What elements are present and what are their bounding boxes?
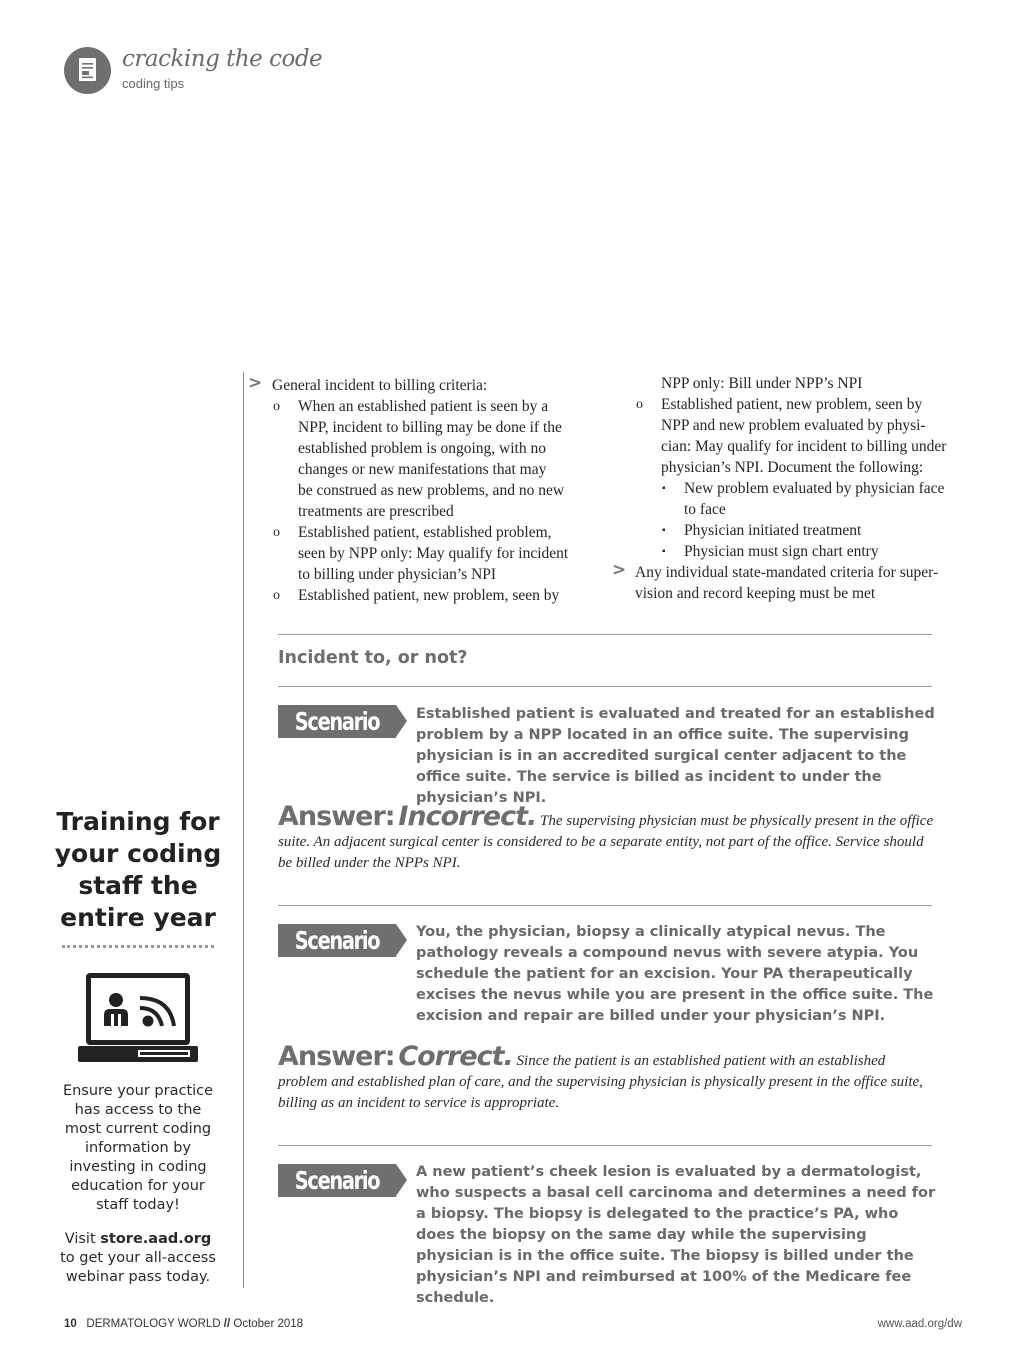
bullet-line: Any individual state-mandated criteria for super- xyxy=(635,564,939,581)
square-bullet-item xyxy=(612,478,962,520)
scenario-2-text: You, the physician, biopsy a clinically atypical nevus. The pathology reveals a compound nevus with severe atypia. You schedule the patient for an excision. Your PA therapeutically excises the nevus while you are present in the office suite. The excision and repair are billed under your physician’s NPI. xyxy=(416,924,934,1024)
square-bullet: ▪ xyxy=(662,483,666,494)
circle-bullet: o xyxy=(273,399,280,414)
section-title: cracking the code xyxy=(122,46,323,72)
scenario-label: Scenario 2 xyxy=(294,926,380,988)
sub-bullet-item xyxy=(612,394,962,478)
footer-url[interactable]: www.aad.org/dw xyxy=(877,1318,962,1330)
bullet-line: Established patient, established problem, xyxy=(298,524,552,541)
visit-prefix: Visit xyxy=(64,1231,96,1247)
bullet-line: Established patient, new problem, seen by xyxy=(661,396,923,413)
scenario-2-answer xyxy=(278,1041,938,1114)
bullet-line: New problem evaluated by physician face xyxy=(684,480,945,497)
sub-bullet-item xyxy=(248,585,598,606)
issue-date: October 2018 xyxy=(233,1318,304,1330)
divider xyxy=(278,686,932,687)
sub-bullet-item xyxy=(248,522,598,585)
scenario-3-text: A new patient’s cheek lesion is evaluated by a dermatologist, who suspects a basal cell carcinoma and determines a need for a biopsy. The biopsy is delegated to the practice’s PA, who does the biopsy on the same day while the supervising physician is in the office suite. The biopsy is billed under the physician’s NPI and reimbursed at 100% of the Medicare fee schedule. xyxy=(416,1164,936,1306)
answer-lead: Answer: xyxy=(278,801,395,832)
dotted-divider xyxy=(62,945,214,948)
answer-verdict: Correct. xyxy=(398,1041,513,1072)
arrow-bullet: > xyxy=(248,373,263,393)
bullet-line: to face xyxy=(684,501,726,518)
circle-bullet: o xyxy=(273,525,280,540)
bullet-line: When an established patient is seen by a xyxy=(298,398,549,415)
bullet-line: Physician must sign chart entry xyxy=(684,543,879,560)
bullet-line: established problem is ongoing, with no xyxy=(298,440,546,457)
page-footer xyxy=(64,1318,303,1330)
promo-text: Ensure your practice has access to the most current coding information by investing in coding education for your staff today! xyxy=(62,1083,214,1213)
bullet-line: vision and record keeping must be met xyxy=(635,585,876,602)
scenario-1-text: Established patient is evaluated and treated for an established problem by a NPP located in an office suite. The supervising physician is in an accredited surgical center adjacent to the office suite. The service is billed as incident to under the physician’s NPI. xyxy=(416,706,935,806)
criteria-right-column xyxy=(612,373,962,604)
circle-bullet: o xyxy=(273,588,280,603)
section-subtitle: coding tips xyxy=(122,76,185,91)
answer-text: The supervising physician must be physically present in the office suite. An adjacent surgical center is considered to be a separate entity, not part of the office. Service should be billed under the NPPs NPI. xyxy=(278,813,934,871)
promo-visit xyxy=(56,1230,220,1287)
bullet-line: Established patient, new problem, seen by xyxy=(298,587,560,604)
arrow-bullet: > xyxy=(612,560,627,580)
bullet-line: NPP, incident to billing may be done if the xyxy=(298,419,562,436)
bullet-line: physician’s NPI. Document the following: xyxy=(661,459,924,476)
square-bullet: ▪ xyxy=(662,525,666,536)
criteria-left-column xyxy=(248,375,598,606)
scenario-label: Scenario 1 xyxy=(294,707,380,769)
sidebar-heading: Training for your coding staff the entire year xyxy=(54,807,222,932)
store-link[interactable]: store.aad.org xyxy=(100,1231,212,1247)
bullet-line: to billing under physician’s NPI xyxy=(298,566,497,583)
page-number: 10 xyxy=(64,1318,77,1330)
scenario-label: Scenario 3 xyxy=(294,1166,380,1228)
bullet-line: changes or new manifestations that may xyxy=(298,461,547,478)
bullet-line: cian: May qualify for incident to billing under xyxy=(661,438,947,455)
scenario-1-answer xyxy=(278,801,938,874)
answer-lead: Answer: xyxy=(278,1041,395,1072)
sub-bullet-item xyxy=(248,396,598,522)
square-bullet: ▪ xyxy=(662,546,666,557)
bullet-item xyxy=(248,375,598,396)
divider xyxy=(278,905,932,906)
section-icon xyxy=(64,47,111,94)
column-divider xyxy=(243,372,244,1288)
visit-suffix: to get your all-access webinar pass today. xyxy=(60,1250,216,1285)
bullet-item xyxy=(612,562,962,604)
bullet-line: be construed as new problems, and no new xyxy=(298,482,565,499)
divider xyxy=(278,1145,932,1146)
bullet-line: Physician initiated treatment xyxy=(684,522,862,539)
publication-name: DERMATOLOGY WORLD xyxy=(86,1318,221,1330)
webinar-laptop-icon xyxy=(78,970,198,1070)
square-bullet-item xyxy=(612,541,962,562)
circle-bullet: o xyxy=(636,397,643,412)
answer-verdict: Incorrect. xyxy=(398,801,537,832)
bullet-text: General incident to billing criteria: xyxy=(272,377,488,394)
bullet-line: NPP and new problem evaluated by physi- xyxy=(661,417,926,434)
bullet-line: treatments are prescribed xyxy=(298,503,454,520)
square-bullet-item xyxy=(612,520,962,541)
bullet-line: seen by NPP only: May qualify for incident xyxy=(298,545,569,562)
document-icon xyxy=(64,47,111,94)
section-heading: Incident to, or not? xyxy=(278,648,468,668)
footer-separator: // xyxy=(223,1318,231,1330)
answer-text: Since the patient is an established patient with an established problem and established plan of care, and the supervising physician is physically present in the office suite, billing as an incident to service is appropriate. xyxy=(278,1053,923,1111)
divider xyxy=(278,634,932,635)
sidebar-promo xyxy=(56,1082,220,1287)
bullet-continuation: NPP only: Bill under NPP’s NPI xyxy=(661,375,863,392)
